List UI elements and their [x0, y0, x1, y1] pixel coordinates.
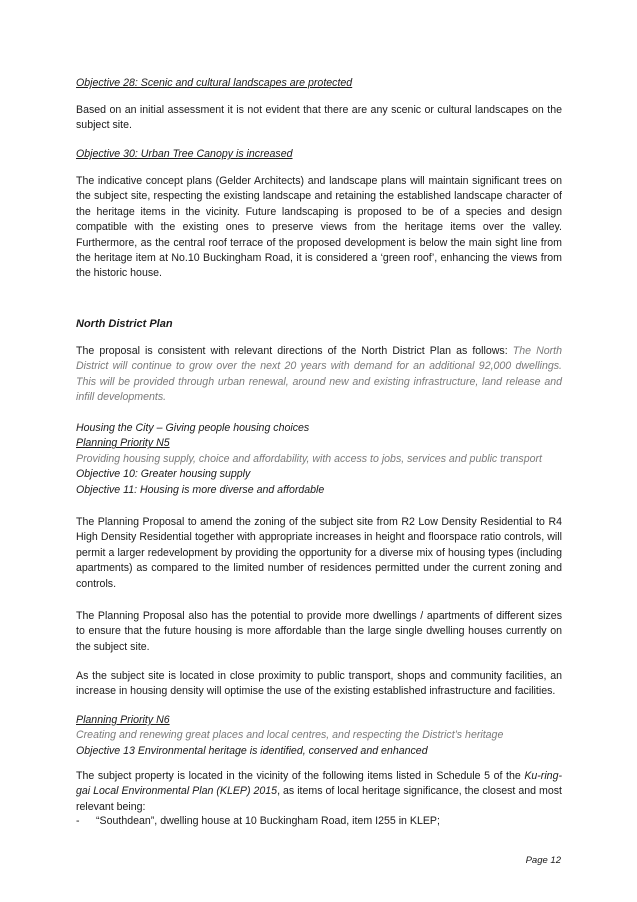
southdean-item: “Southdean”, dwelling house at 10 Buckingham Road, item I255 in KLEP;: [96, 815, 440, 827]
page-number: Page 12: [525, 855, 561, 866]
n6-priority-block: [76, 713, 562, 759]
heritage-post: , as items of local heritage significance, the closest and most relevant being:: [76, 785, 562, 813]
intro-text: The proposal is consistent with relevant directions of the North District Plan as follows:: [76, 345, 508, 357]
north-district-plan-heading: North District Plan: [76, 318, 173, 330]
planning-priority-n5: Planning Priority N5: [76, 437, 170, 450]
klep-title: Ku-ring-gai Local Environmental Plan (KLEP) 2015: [76, 770, 562, 798]
n6-description: Creating and renewing great places and local centres, and respecting the District’s heritage: [76, 729, 504, 742]
bullet-dash: -: [76, 815, 80, 827]
paragraph-density: As the subject site is located in close proximity to public transport, shops and community facilities, an increase in housing density will optimise the use of the existing established infrastructure and facilities.: [76, 670, 562, 698]
housing-the-city: Housing the City – Giving people housing choices: [76, 422, 310, 434]
objective-10: Objective 10: Greater housing supply: [76, 468, 251, 481]
n5-description: Providing housing supply, choice and affordability, with access to jobs, services and public transport: [76, 452, 542, 465]
objective-11: Objective 11: Housing is more diverse and affordable: [76, 483, 325, 496]
objective-13: Objective 13 Environmental heritage is identified, conserved and enhanced: [76, 744, 428, 757]
objective-30-body: The indicative concept plans (Gelder Architects) and landscape plans will maintain significant trees on the subject site, respecting the existing landscape and retaining the established landscape character of the heritage items in the vicinity. Future landscaping is proposed to be of a species and design compatible with the existing ones to preserve views from the heritage items over the valley. Furthermore, as the central roof terrace of the proposed development is below the main sight line from the heritage item at No.10 Buckingham Road, it is considered a ‘green roof’, enhancing the views from the historic house.: [76, 175, 562, 280]
heritage-paragraph: [76, 769, 562, 815]
housing-priority-block: [76, 421, 562, 498]
paragraph-dwellings: The Planning Proposal also has the potential to provide more dwellings / apartments of different sizes to ensure that the future housing is more affordable than the large single dwelling houses currently on the subject site.: [76, 610, 562, 653]
objective-28-heading: Objective 28: Scenic and cultural landscapes are protected: [76, 77, 353, 89]
paragraph-rezoning: The Planning Proposal to amend the zoning of the subject site from R2 Low Density Residential to R4 High Density Residential together with appropriate increases in height and floorspace ratio controls, will permit a larger redevelopment by providing the opportunity for a diverse mix of housing types (including apartments) as compared to the limited number of residences permitted under the current zoning and controls.: [76, 516, 562, 590]
district-quote: The North District will continue to grow over the next 20 years with demand for an additional 92,000 dwellings. This will be provided through urban renewal, around new and existing infrastructure, land release and infill developments.: [76, 345, 562, 404]
objective-28-body: Based on an initial assessment it is not evident that there are any scenic or cultural landscapes on the subject site.: [76, 104, 562, 132]
objective-30-heading: Objective 30: Urban Tree Canopy is increased: [76, 148, 293, 160]
planning-priority-n6: Planning Priority N6: [76, 714, 170, 726]
north-district-plan-intro: [76, 344, 562, 406]
heritage-pre: The subject property is located in the vicinity of the following items listed in Schedule 5 of the: [76, 770, 525, 782]
